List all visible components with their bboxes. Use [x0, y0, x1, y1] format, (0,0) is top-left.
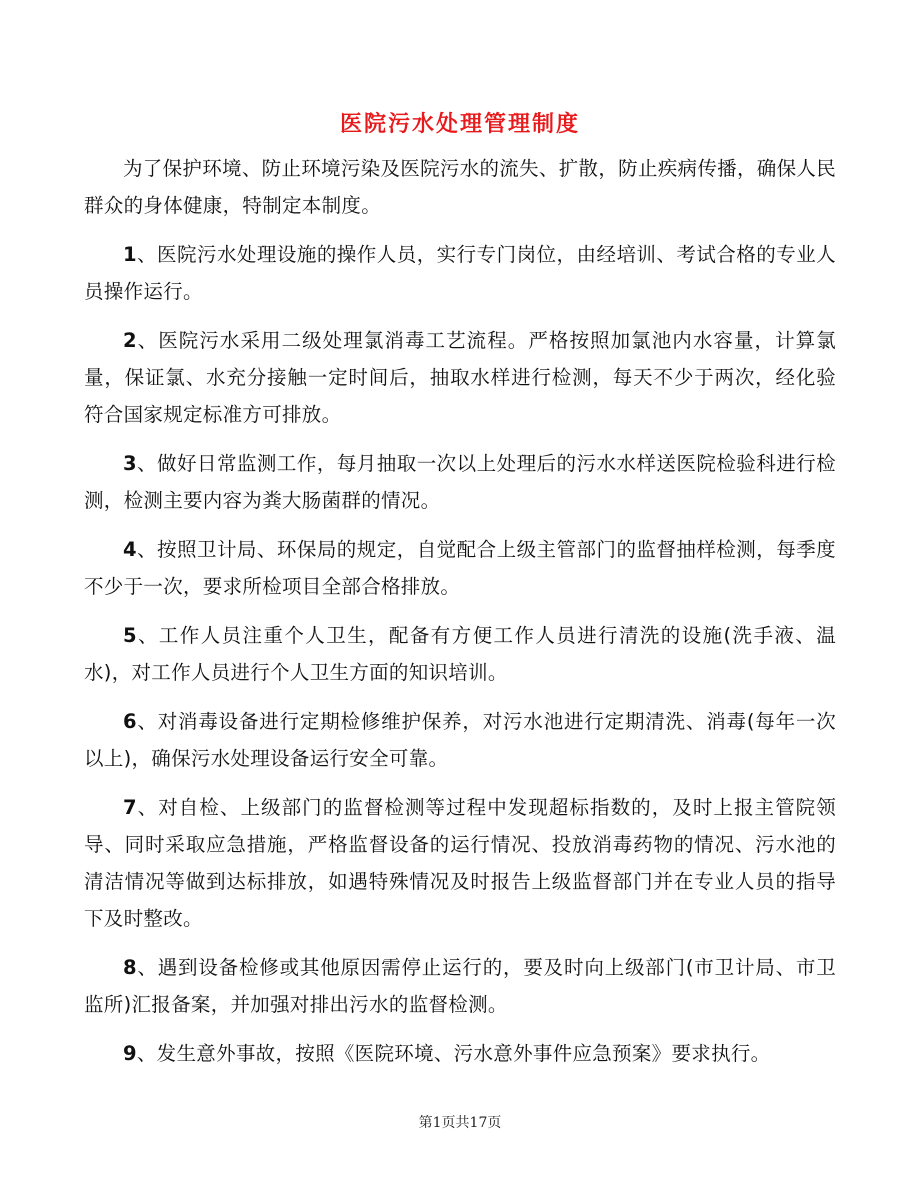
clause-number: 5 — [123, 624, 137, 647]
document-title: 医院污水处理管理制度 — [339, 112, 580, 137]
clause-number: 2 — [123, 329, 137, 352]
clause-text: 、按照卫计局、环保局的规定，自觉配合上级主管部门的监督抽样检测，每季度不少于一次，要求所检项目全部合格排放。 — [84, 538, 836, 598]
clause-number: 9 — [123, 1042, 137, 1065]
clause-8 — [84, 949, 836, 1023]
clause-text: 、对消毒设备进行定期检修维护保养，对污水池进行定期清洗、消毒(每年一次以上)，确保污水处理设备运行安全可靠。 — [84, 710, 836, 770]
clause-text: 、医院污水采用二级处理氯消毒工艺流程。严格按照加氯池内水容量，计算氯量，保证氯、水充分接触一定时间后，抽取水样进行检测，每天不少于两次，经化验符合国家规定标准方可排放。 — [84, 329, 836, 426]
clause-text: 、遇到设备检修或其他原因需停止运行的，要及时向上级部门(市卫计局、市卫监所)汇报备案，并加强对排出污水的监督检测。 — [84, 956, 836, 1016]
clause-number: 1 — [123, 243, 137, 266]
clause-text: 、发生意外事故，按照《医院环境、污水意外事件应急预案》要求执行。 — [136, 1042, 771, 1065]
document-body — [84, 150, 836, 1084]
clause-7 — [84, 789, 836, 937]
intro-paragraph: 为了保护环境、防止环境污染及医院污水的流失、扩散，防止疾病传播，确保人民群众的身体健康，特制定本制度。 — [84, 157, 836, 217]
clause-6 — [84, 703, 836, 777]
clause-1 — [84, 236, 836, 310]
clause-text: 、对自检、上级部门的监督检测等过程中发现超标指数的，及时上报主管院领导、同时采取应急措施，严格监督设备的运行情况、投放消毒药物的情况、污水池的清洁情况等做到达标排放，如遇特殊情况及时报告上级监督部门并在专业人员的指导下及时整改。 — [84, 796, 836, 930]
clause-number: 4 — [123, 538, 137, 561]
clause-text: 、工作人员注重个人卫生，配备有方便工作人员进行清洗的设施(洗手液、温水)，对工作人员进行个人卫生方面的知识培训。 — [84, 624, 836, 684]
clause-2 — [84, 322, 836, 433]
clause-text: 、医院污水处理设施的操作人员，实行专门岗位，由经培训、考试合格的专业人员操作运行。 — [84, 243, 836, 303]
clause-number: 6 — [123, 710, 137, 733]
clause-number: 3 — [123, 452, 137, 475]
clause-9 — [84, 1035, 836, 1072]
clause-number: 7 — [123, 796, 137, 819]
clause-text: 、做好日常监测工作，每月抽取一次以上处理后的污水水样送医院检验科进行检测，检测主要内容为粪大肠菌群的情况。 — [84, 452, 836, 512]
clause-4 — [84, 531, 836, 605]
page-number: 第1页共17页 — [418, 1115, 502, 1131]
clause-5 — [84, 617, 836, 691]
clause-3 — [84, 445, 836, 519]
clause-number: 8 — [123, 956, 137, 979]
